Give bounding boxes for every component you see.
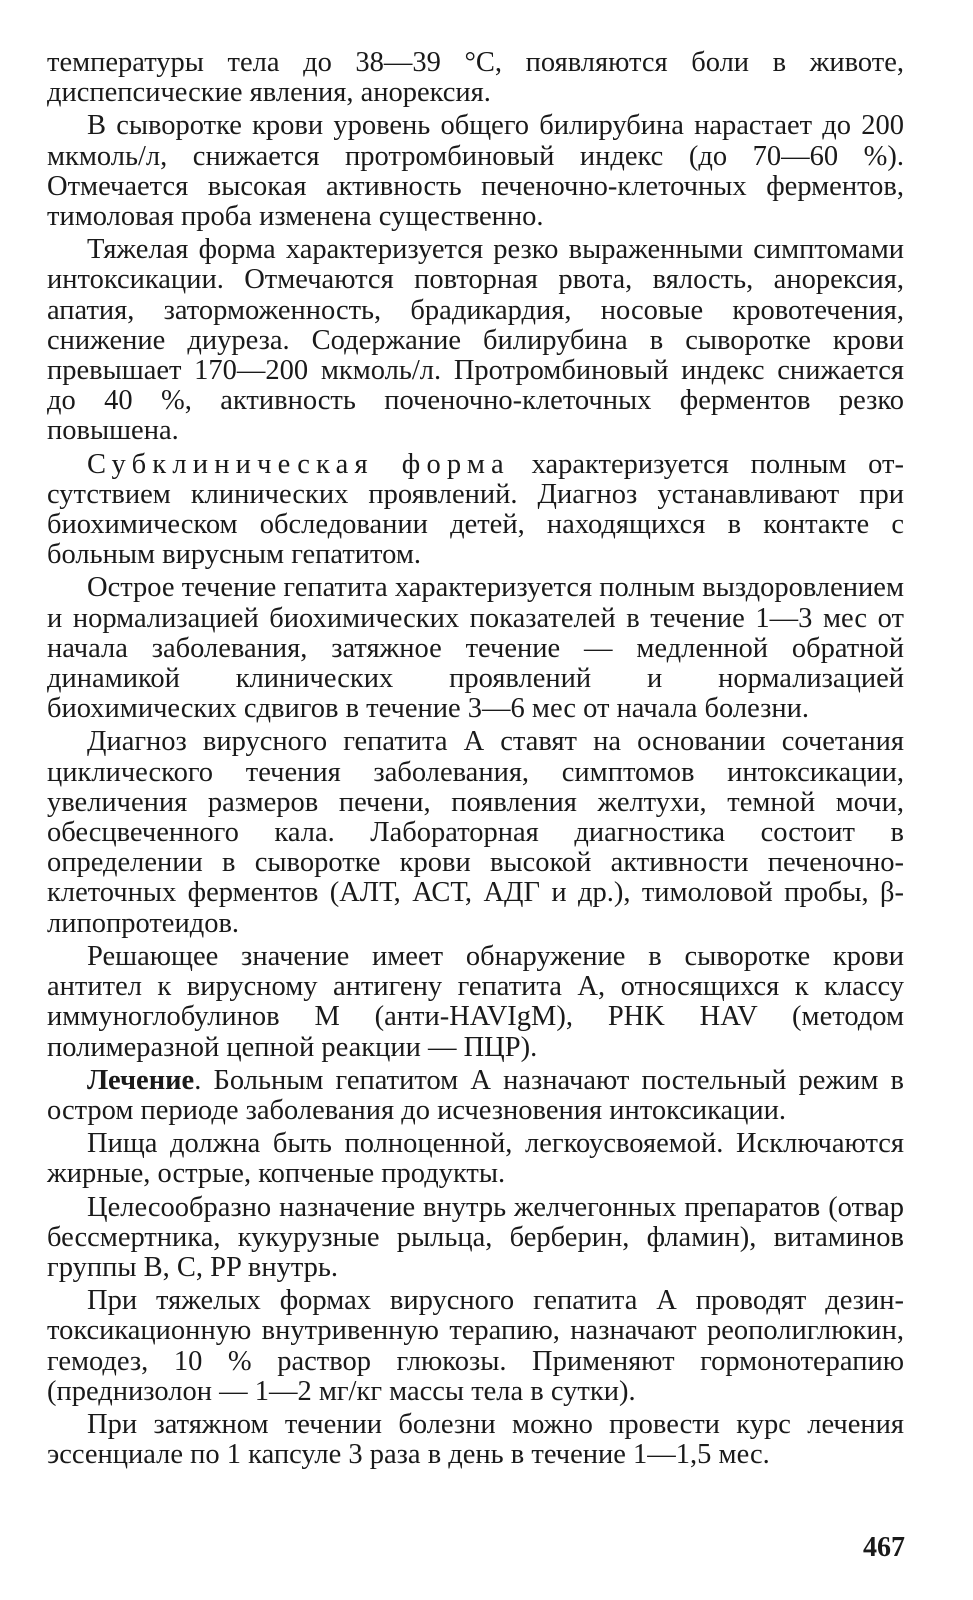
paragraph-text: Диагноз вирусного гепатита А ставят на основании сочетания циклического течения заболевания, симптомов интоксикации, увеличения размеров печени, появления желтухи, темной мочи, обесцвеченного кала. Лабораторная диагностика состоит в определении в сыворотке крови высокой активности печеночно-клеточных ферментов (АЛТ, АСТ, АДГ и др.), тимоловой пробы, β-липопротеидов. [47,726,904,939]
paragraph-text: В сыворотке крови уровень общего билирубина нарастает до 200 мкмоль/л, снижается протромбиновый индекс (до 70—60 %). Отмечается высокая активность печеночно-клеточных ферментов, тимоловая проба изменена существенно. [47,110,904,233]
paragraph-acute-course [47,573,904,724]
paragraph-text: При затяжном течении болезни можно провести курс лечения эссенциале по 1 капсуле 3 раза в день в течение 1—1,5 мес. [47,1408,904,1471]
page-number: 467 [863,1532,905,1563]
paragraph-text: характеризуется полным отсутствием клинических проявлений. Диагноз устанавливают при биохимическом обследовании детей, находящихся в контакте с больным вирусным гепатитом. [47,448,905,571]
paragraph-text: Решающее значение имеет обнаружение в сыворотке крови антител к вирусному антигену гепатита А, относящихся к классу иммуноглобулинов М (анти-HAVIgM), PHK HAV (методом полимеразной цепной реакции — ПЦР). [47,940,904,1063]
paragraph-detox-therapy [47,1286,904,1407]
paragraph-choleretic [47,1193,904,1284]
term-treatment: Лечение [87,1064,195,1096]
paragraph-subclinical-form [47,450,904,571]
paragraph-prolonged-course [47,1410,904,1470]
paragraph-text: Пища должна быть полноценной, легкоусвояемой. Исключаются жирные, острые, копченые продукты. [47,1128,904,1190]
paragraph-antibodies [47,942,904,1063]
paragraph-text: Тяжелая форма характеризуется резко выраженными симптомами интоксикации. Отмечаются повторная рвота, вялость, анорексия, апатия, заторможенность, брадикардия, носовые кровотечения, снижение диуреза. Содержание билирубина в сыворотке крови превышает 170—200 мкмоль/л. Протромбиновый индекс снижается до 40 %, активность поченочно-клеточных ферментов резко повышена. [47,234,904,447]
paragraph-diet [47,1129,904,1189]
paragraph-diagnosis [47,727,904,938]
term-subclinical-form: Субклиническая форма [87,448,510,480]
paragraph-text: Острое течение гепатита характеризуется полным выздоровлением и нормализацией биохимических показателей в течение 1—3 мес от начала заболевания, затяжное течение — медленной обратной динамикой клинических проявлений и нормализацией биохимических сдвигов в течение 3—6 мес от начала болезни. [47,572,904,725]
paragraph-severe-form [47,235,904,446]
paragraph-treatment [47,1066,904,1126]
paragraph-text: температуры тела до 38—39 °С, появляются боли в животе, диспепсические явления, анорексия. [47,47,904,109]
paragraph-text: При тяжелых формах вирусного гепатита А проводят дезинтоксикационную внутривенную терапию, назначают реополиглюкин, гемодез, 10 % раствор глюкозы. Применяют гормонотерапию (преднизолон — 1—2 мг/кг массы тела в сутки). [47,1285,904,1407]
paragraph-continuation [47,48,904,108]
paragraph-bilirubin [47,111,904,232]
page-body [47,48,904,1473]
paragraph-text: . Больным гепатитом А назначают постельный режим в остром периоде заболевания до исчезновения интоксикации. [47,1064,904,1126]
paragraph-text: Целесообразно назначение внутрь желчегонных препаратов (отвар бессмертника, кукурузные рыльца, берберин, фламин), витаминов группы В, С, PP внутрь. [47,1191,904,1283]
